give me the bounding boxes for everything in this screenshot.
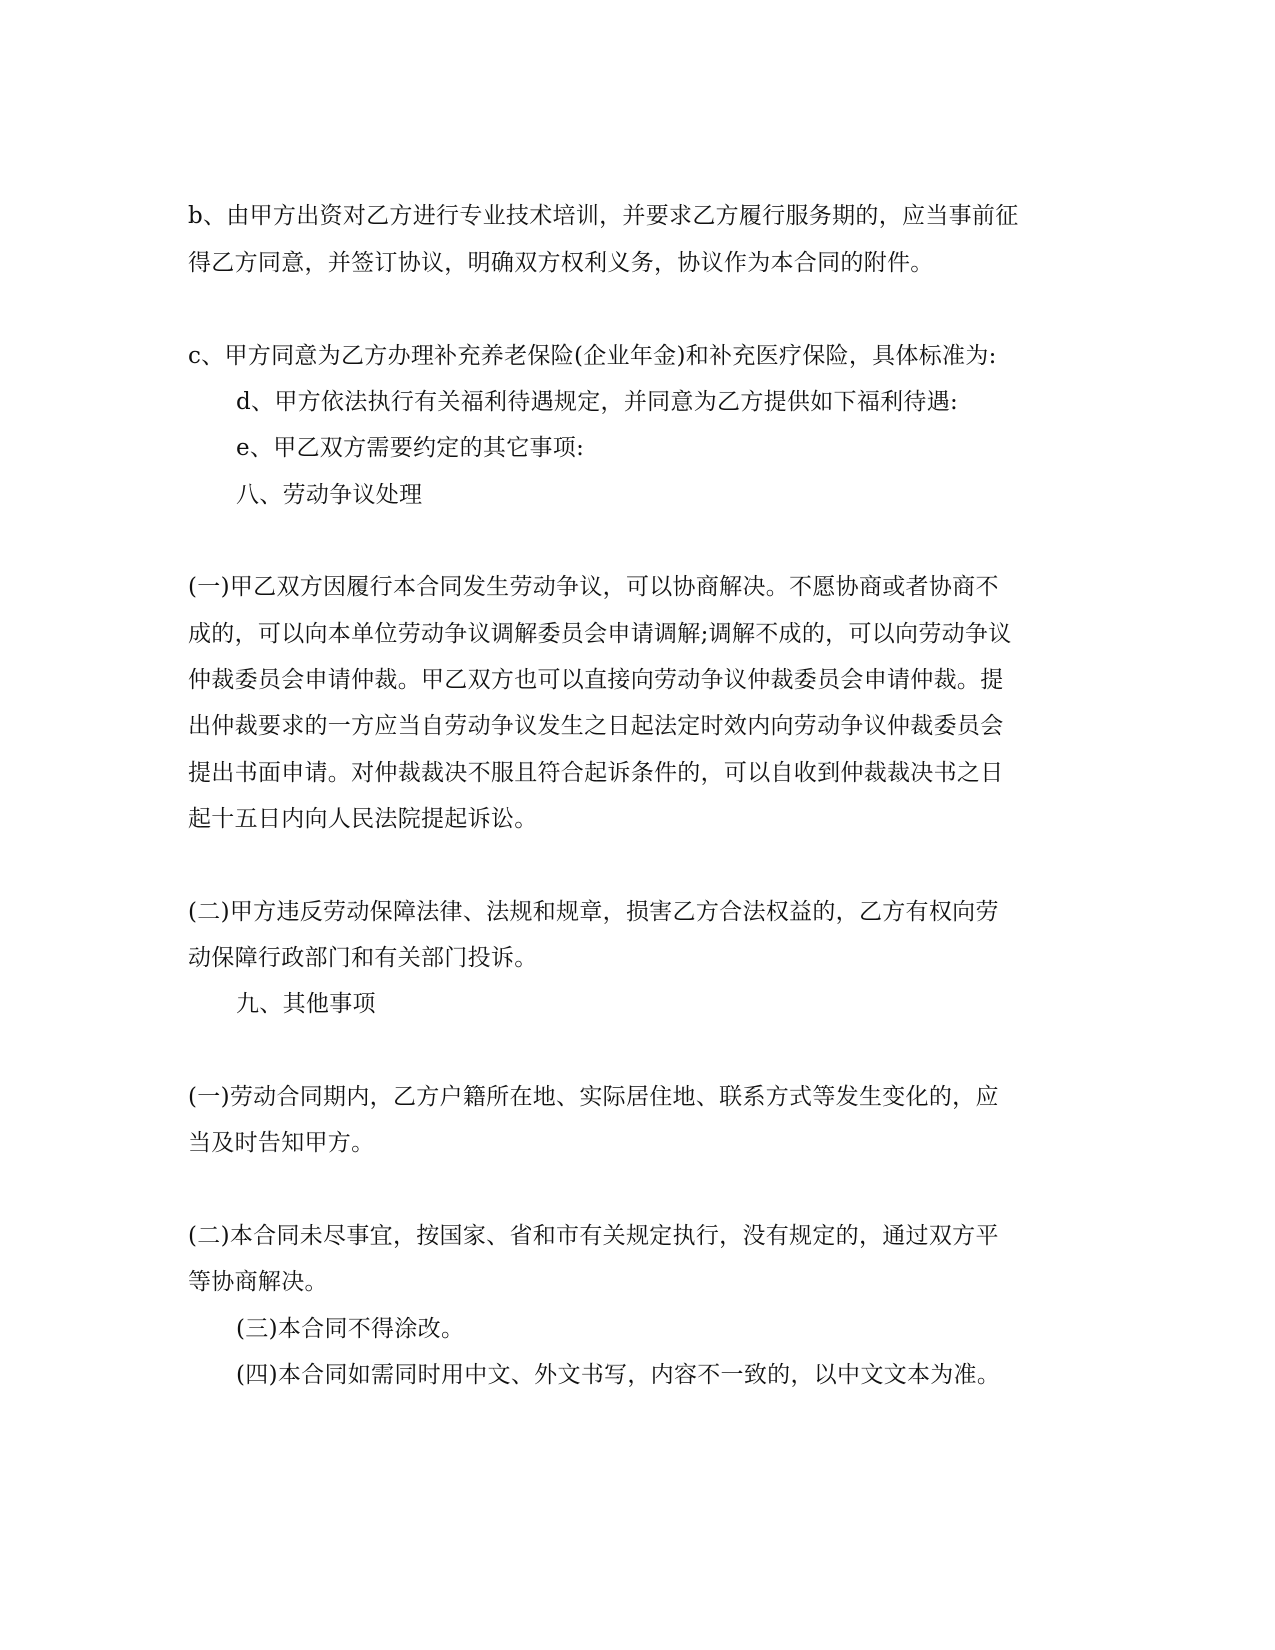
section-9-clause-1-line-2: 当及时告知甲方。 [188,1130,375,1156]
section-8-clause-1-line-6: 起十五日内向人民法院提起诉讼。 [188,806,538,832]
section-9-clause-4: (四)本合同如需同时用中文、外文书写，内容不一致的，以中文文本为准。 [236,1362,1001,1388]
section-9-clause-3: (三)本合同不得涂改。 [236,1316,465,1342]
section-9-clause-2-line-1: (二)本合同未尽事宜，按国家、省和市有关规定执行，没有规定的，通过双方平 [188,1223,999,1249]
section-8-clause-1-line-5: 提出书面申请。对仲裁裁决不服且符合起诉条件的，可以自收到仲裁裁决书之日 [188,760,1004,786]
paragraph-b-line-1: b、由甲方出资对乙方进行专业技术培训，并要求乙方履行服务期的，应当事前征 [188,203,1019,229]
section-8-heading: 八、劳动争议处理 [236,482,423,508]
section-8-clause-1-line-3: 仲裁委员会申请仲裁。甲乙双方也可以直接向劳动争议仲裁委员会申请仲裁。提 [188,667,1004,693]
paragraph-d-line-1: d、甲方依法执行有关福利待遇规定，并同意为乙方提供如下福利待遇: [236,389,959,415]
section-8-clause-2-line-2: 动保障行政部门和有关部门投诉。 [188,945,538,971]
section-9-clause-2-line-2: 等协商解决。 [188,1269,328,1295]
paragraph-c-line-1: c、甲方同意为乙方办理补充养老保险(企业年金)和补充医疗保险，具体标准为: [188,343,997,369]
section-8-clause-1-line-2: 成的，可以向本单位劳动争议调解委员会申请调解;调解不成的，可以向劳动争议 [188,621,1012,647]
section-8-clause-1-line-4: 出仲裁要求的一方应当自劳动争议发生之日起法定时效内向劳动争议仲裁委员会 [188,713,1004,739]
section-9-heading: 九、其他事项 [236,991,376,1017]
section-8-clause-2-line-1: (二)甲方违反劳动保障法律、法规和规章，损害乙方合法权益的，乙方有权向劳 [188,899,999,925]
paragraph-b-line-2: 得乙方同意，并签订协议，明确双方权利义务，协议作为本合同的附件。 [188,250,934,276]
paragraph-e-line-1: e、甲乙双方需要约定的其它事项: [236,435,585,461]
section-9-clause-1-line-1: (一)劳动合同期内，乙方户籍所在地、实际居住地、联系方式等发生变化的，应 [188,1084,999,1110]
section-8-clause-1-line-1: (一)甲乙双方因履行本合同发生劳动争议，可以协商解决。不愿协商或者协商不 [188,574,999,600]
